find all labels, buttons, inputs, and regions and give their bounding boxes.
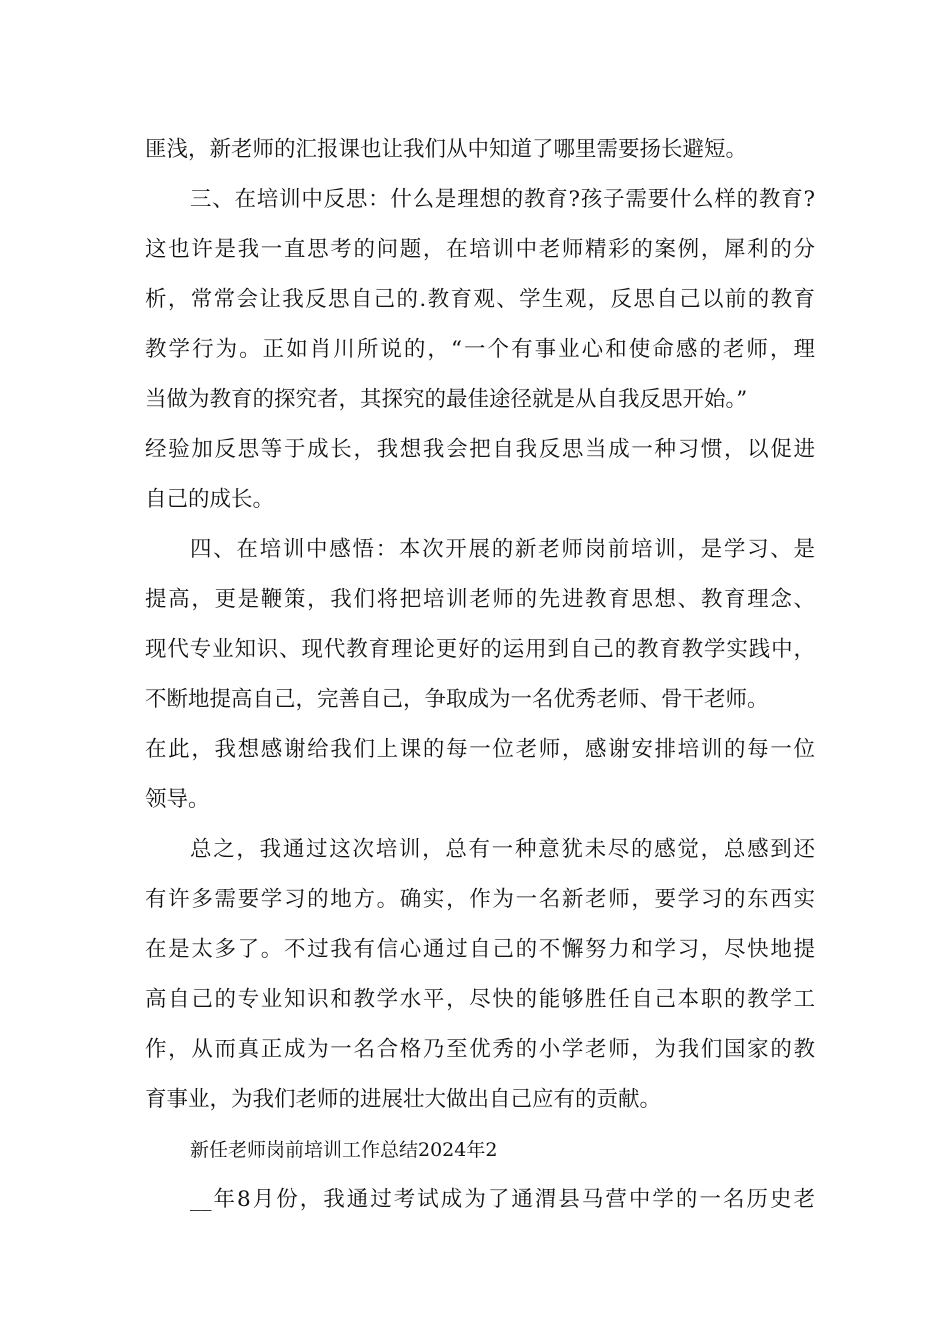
text-line: 高自己的专业知识和教学水平，尽快的能够胜任自己本职的教学工 [145,987,815,1012]
text-line: 不断地提高自己，完善自己，争取成为一名优秀老师、骨干老师。 [145,687,769,712]
text-line: 作，从而真正成为一名合格乃至优秀的小学老师，为我们国家的教 [145,1037,815,1062]
text-line: 匪浅，新老师的汇报课也让我们从中知道了哪里需要扬长避短。 [145,137,748,162]
text-line: 这也许是我一直思考的问题，在培训中老师精彩的案例，犀利的分 [145,237,815,262]
text-line: 提高，更是鞭策，我们将把培训老师的先进教育思想、教育理念、 [145,587,815,612]
text-line: 自己的成长。 [145,487,275,512]
text-line: 总之，我通过这次培训，总有一种意犹未尽的感觉，总感到还 [190,837,815,862]
text-line: 教学行为。正如肖川所说的，“一个有事业心和使命感的老师，理 [145,337,815,362]
text-line: 领导。 [145,787,210,812]
section-heading: 新任老师岗前培训工作总结2024年2 [190,1139,498,1161]
text-line: 析，常常会让我反思自己的.教育观、学生观，反思自己以前的教育 [145,287,815,312]
text-line: 四、在培训中感悟：本次开展的新老师岗前培训，是学习、是 [190,537,815,562]
text-line: 经验加反思等于成长，我想我会把自我反思当成一种习惯，以促进 [145,437,815,462]
text-line: 当做为教育的探究者，其探究的最佳途径就是从自我反思开始。” [145,387,748,412]
text-line: __年8月份，我通过考试成为了通渭县马营中学的一名历史老 [190,1187,815,1212]
text-line: 三、在培训中反思：什么是理想的教育?孩子需要什么样的教育? [190,187,815,212]
text-line: 现代专业知识、现代教育理论更好的运用到自己的教育教学实践中， [145,637,815,662]
text-line: 在此，我想感谢给我们上课的每一位老师，感谢安排培训的每一位 [145,737,815,762]
text-line: 有许多需要学习的地方。确实，作为一名新老师，要学习的东西实 [145,887,815,912]
text-line: 在是太多了。不过我有信心通过自己的不懈努力和学习，尽快地提 [145,937,815,962]
text-line: 育事业，为我们老师的进展壮大做出自己应有的贡献。 [145,1087,662,1112]
